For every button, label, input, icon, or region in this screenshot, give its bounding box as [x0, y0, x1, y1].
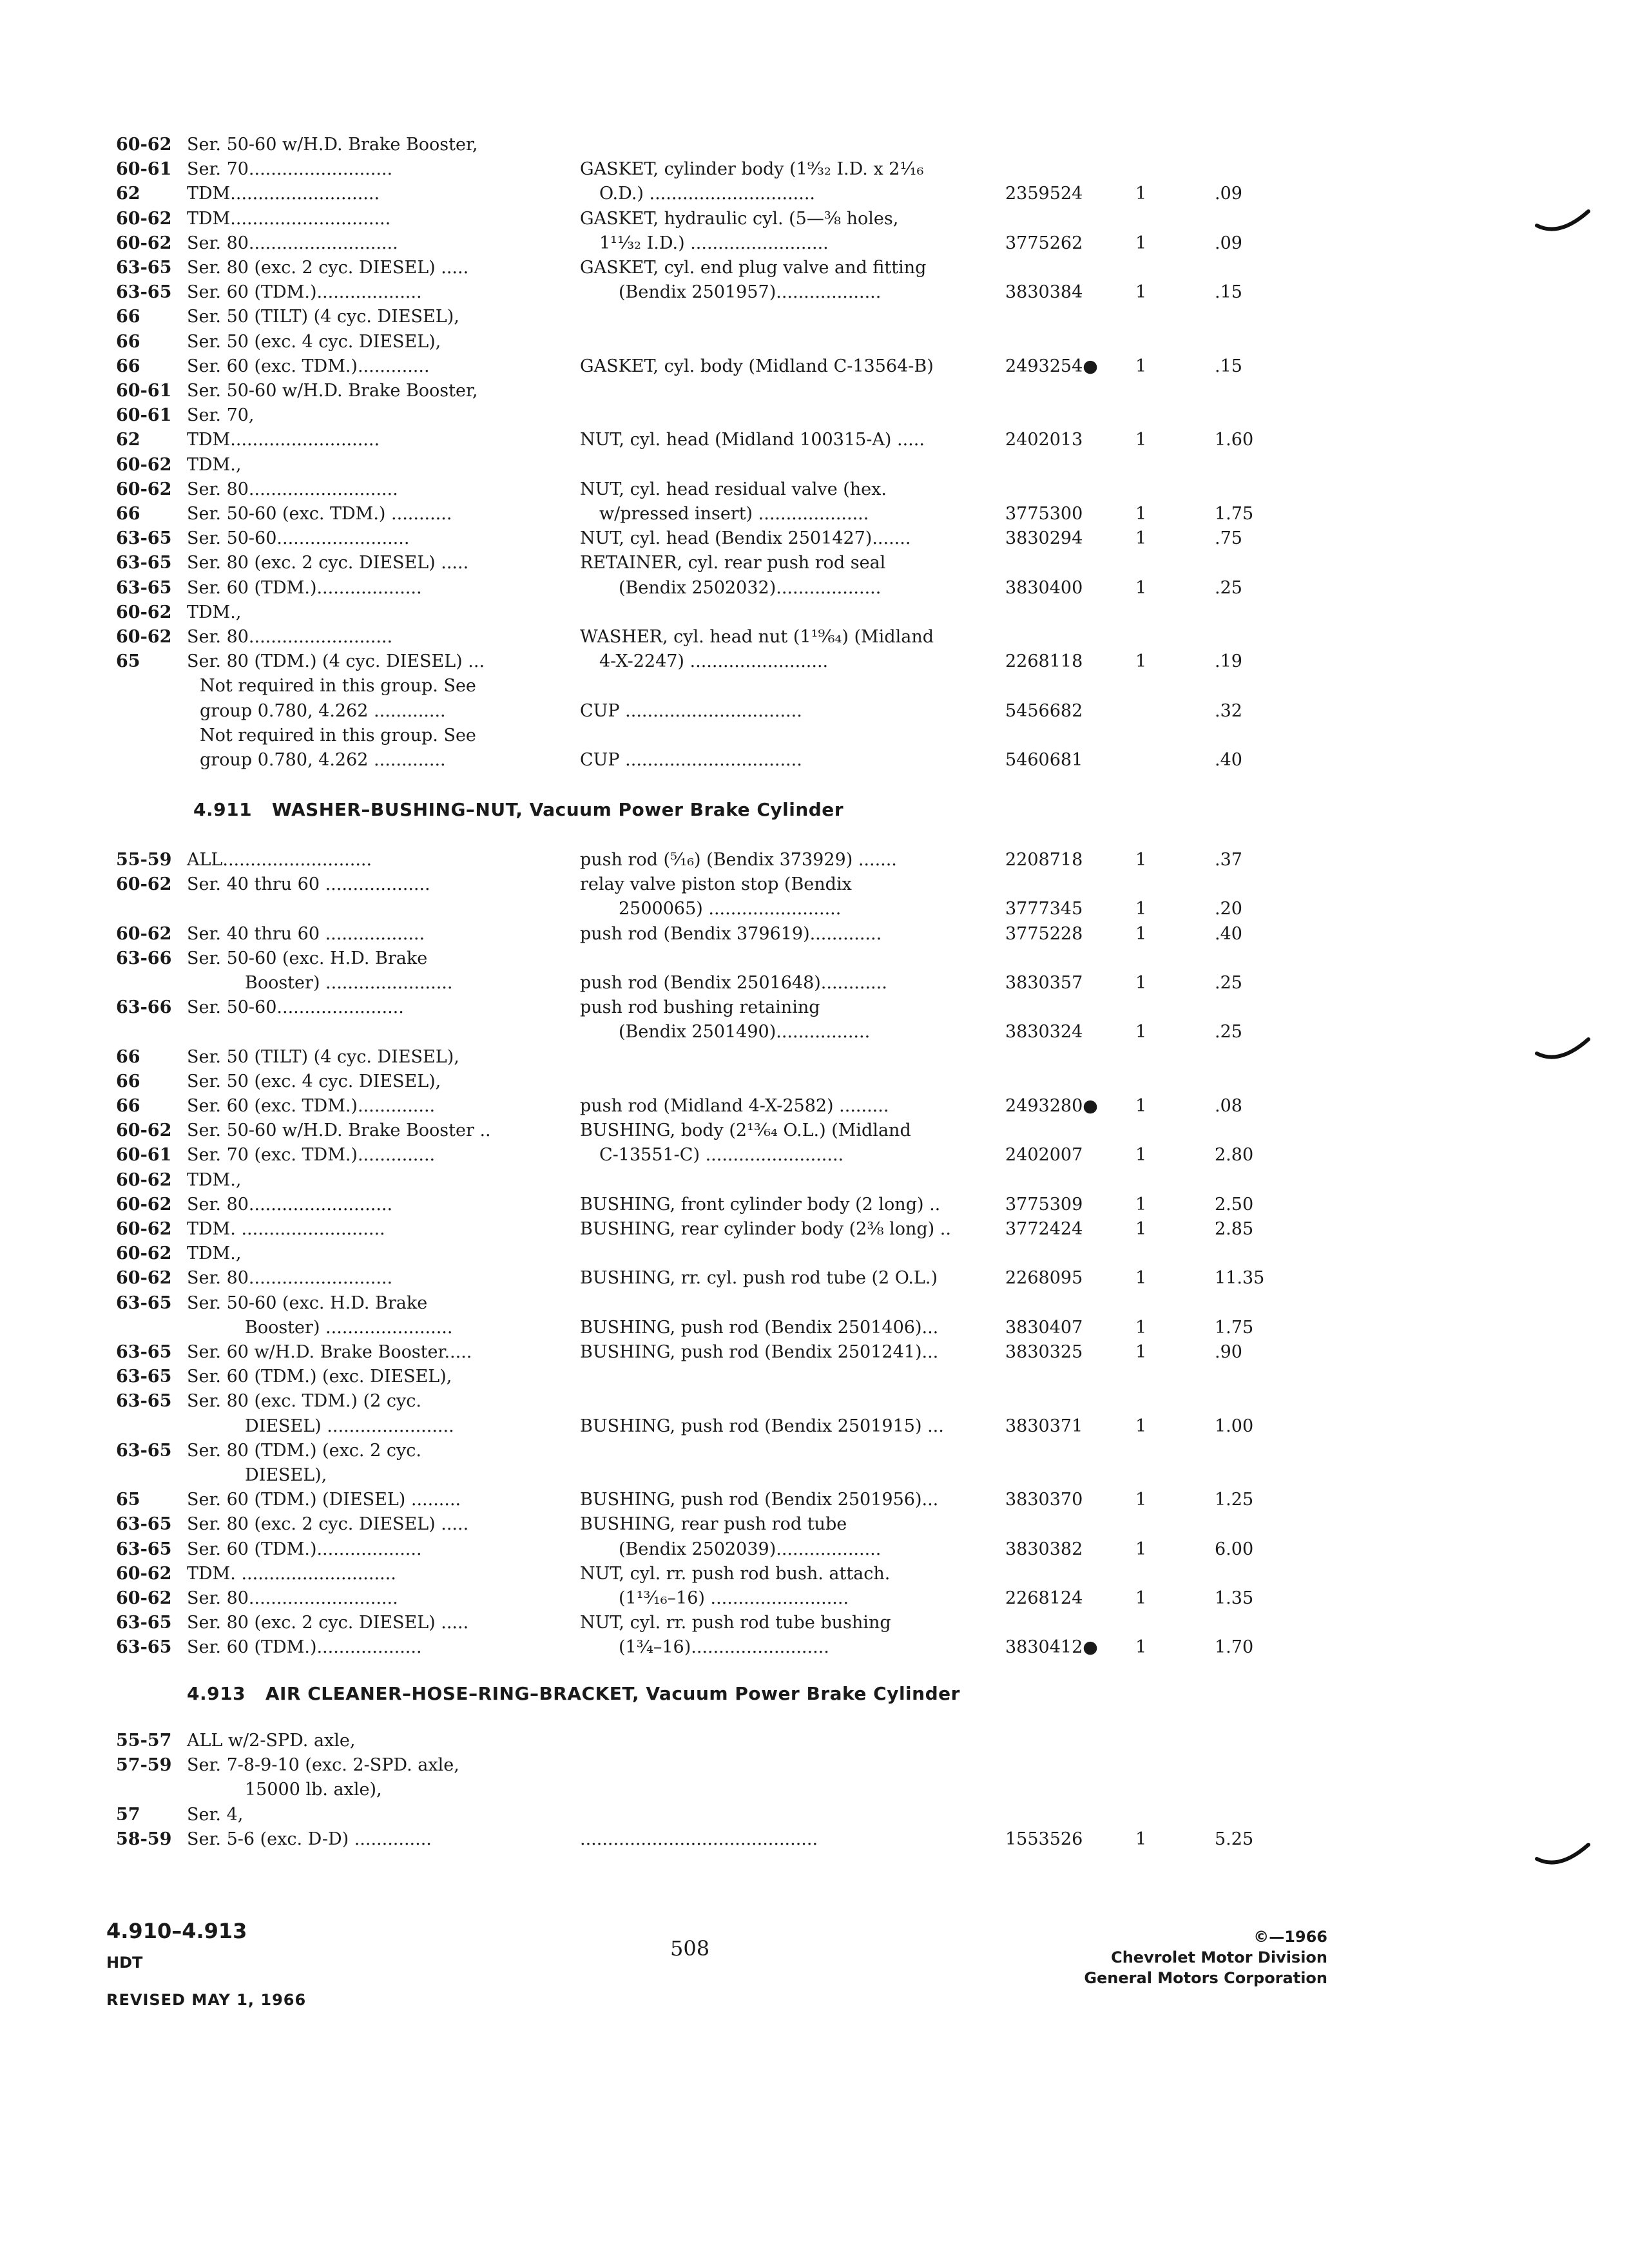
description-cell: 1¹¹⁄₃₂ I.D.) .........................: [599, 233, 829, 253]
series-cell: Not required in this group. See: [200, 725, 476, 745]
series-cell: Ser. 50-60 (exc. TDM.) ...........: [187, 504, 452, 524]
description-cell: NUT, cyl. head (Bendix 2501427).......: [580, 528, 911, 549]
part-number-cell: 2268118: [1005, 651, 1083, 672]
part-number-cell: 2268124: [1005, 1588, 1083, 1608]
series-cell: Ser. 80 (exc. 2 cyc. DIESEL) .....: [187, 258, 469, 278]
quantity-cell: 1: [1135, 1022, 1147, 1043]
binder-mark-icon: [1534, 1840, 1592, 1872]
series-cell: Ser. 70 (exc. TDM.)..............: [187, 1145, 436, 1166]
series-cell: Ser. 80..........................: [187, 1194, 393, 1215]
description-cell: NUT, cyl. rr. push rod tube bushing: [580, 1613, 891, 1633]
series-cell: Ser. 80..........................: [187, 1268, 393, 1289]
description-cell: ...........................................: [580, 1829, 818, 1849]
part-number-cell: 2493254●: [1005, 356, 1098, 376]
table-row: [0, 1827, 1629, 1855]
price-cell: .15: [1215, 282, 1242, 303]
series-cell: Booster) .......................: [245, 973, 453, 993]
part-number-cell: 3775309: [1005, 1194, 1083, 1215]
section-heading-4911: [193, 799, 843, 820]
binder-mark-icon: [1534, 206, 1592, 238]
series-cell: Ser. 50-60 w/H.D. Brake Booster ..: [187, 1120, 491, 1141]
series-cell: Ser. 50-60.......................: [187, 997, 404, 1018]
description-cell: BUSHING, push rod (Bendix 2501915) ...: [580, 1416, 944, 1436]
quantity-cell: 1: [1135, 1145, 1147, 1166]
series-cell: Ser. 60 (exc. TDM.)..............: [187, 1096, 436, 1116]
description-cell: (1¹³⁄₁₆–16) .........................: [619, 1588, 849, 1608]
price-cell: 1.70: [1215, 1637, 1254, 1658]
series-cell: Not required in this group. See: [200, 676, 476, 697]
part-number-cell: 3830294: [1005, 528, 1083, 549]
part-number-cell: 3775300: [1005, 504, 1083, 524]
series-cell: Ser. 80...........................: [187, 233, 398, 253]
quantity-cell: 1: [1135, 1317, 1147, 1338]
price-cell: 5.25: [1215, 1829, 1254, 1849]
series-cell: Ser. 60 (TDM.)...................: [187, 282, 422, 303]
section-title: AIR CLEANER–HOSE–RING–BRACKET, Vacuum Power Brake Cylinder: [265, 1683, 960, 1704]
series-cell: Ser. 80 (TDM.) (exc. 2 cyc.: [187, 1440, 421, 1461]
description-cell: GASKET, cylinder body (1⁹⁄₃₂ I.D. x 2¹⁄₁₆: [580, 159, 924, 180]
copyright: ©—1966: [1253, 1928, 1327, 1946]
description-cell: 2500065) ........................: [619, 899, 842, 919]
price-cell: 1.00: [1215, 1416, 1254, 1436]
series-cell: Ser. 60 (TDM.) (exc. DIESEL),: [187, 1367, 452, 1387]
years-cell: 60-62: [116, 602, 172, 622]
years-cell: 60-62: [116, 627, 172, 647]
part-number-cell: 5460681: [1005, 750, 1083, 770]
series-cell: TDM. ..........................: [187, 1219, 385, 1239]
part-number-cell: 3772424: [1005, 1219, 1083, 1239]
price-cell: 2.50: [1215, 1194, 1254, 1215]
years-cell: 63-65: [116, 1293, 172, 1313]
part-number-cell: 2402007: [1005, 1145, 1083, 1166]
series-cell: Ser. 70,: [187, 405, 255, 426]
description-cell: push rod (⁵⁄₁₆) (Bendix 373929) .......: [580, 850, 897, 870]
price-cell: 6.00: [1215, 1539, 1254, 1559]
years-cell: 63-65: [116, 1440, 172, 1461]
series-cell: Ser. 50-60 (exc. H.D. Brake: [187, 1293, 428, 1313]
description-cell: NUT, cyl. head residual valve (hex.: [580, 479, 887, 499]
years-cell: 63-65: [116, 577, 172, 598]
quantity-cell: 1: [1135, 1416, 1147, 1436]
description-cell: GASKET, cyl. end plug valve and fitting: [580, 258, 927, 278]
price-cell: 1.75: [1215, 504, 1254, 524]
description-cell: BUSHING, push rod (Bendix 2501241)...: [580, 1342, 939, 1362]
part-number-cell: 1553526: [1005, 1829, 1083, 1849]
description-cell: GASKET, hydraulic cyl. (5—⅜ holes,: [580, 208, 899, 229]
years-cell: 63-66: [116, 948, 172, 968]
series-cell: DIESEL) .......................: [245, 1416, 454, 1436]
section-number: 4.911: [193, 799, 253, 820]
years-cell: 60-62: [116, 923, 172, 944]
series-cell: TDM. ............................: [187, 1563, 396, 1584]
years-cell: 60-62: [116, 1169, 172, 1190]
price-cell: .40: [1215, 923, 1242, 944]
quantity-cell: 1: [1135, 1829, 1147, 1849]
division: Chevrolet Motor Division: [1111, 1948, 1327, 1966]
description-cell: C-13551-C) .........................: [599, 1145, 844, 1166]
part-number-cell: 3830325: [1005, 1342, 1083, 1362]
years-cell: 63-65: [116, 553, 172, 573]
description-cell: WASHER, cyl. head nut (1¹⁹⁄₆₄) (Midland: [580, 627, 934, 647]
years-cell: 63-66: [116, 997, 172, 1018]
model-code: HDT: [106, 1954, 143, 1972]
price-cell: 1.60: [1215, 430, 1254, 450]
price-cell: .20: [1215, 899, 1242, 919]
years-cell: 62: [116, 430, 140, 450]
description-cell: BUSHING, front cylinder body (2 long) ..: [580, 1194, 941, 1215]
price-cell: .15: [1215, 356, 1242, 376]
series-cell: group 0.780, 4.262 .............: [200, 700, 446, 721]
quantity-cell: 1: [1135, 504, 1147, 524]
years-cell: 63-65: [116, 1613, 172, 1633]
description-cell: NUT, cyl. head (Midland 100315-A) .....: [580, 430, 925, 450]
description-cell: BUSHING, rr. cyl. push rod tube (2 O.L.): [580, 1268, 938, 1289]
section-title: WASHER–BUSHING–NUT, Vacuum Power Brake Cylinder: [271, 799, 844, 820]
years-cell: 60-62: [116, 135, 172, 155]
quantity-cell: 1: [1135, 899, 1147, 919]
years-cell: 66: [116, 356, 140, 376]
years-cell: 60-62: [116, 1120, 172, 1141]
years-cell: 63-65: [116, 528, 172, 549]
description-cell: push rod bushing retaining: [580, 997, 820, 1018]
quantity-cell: 1: [1135, 233, 1147, 253]
years-cell: 63-65: [116, 1637, 172, 1658]
quantity-cell: 1: [1135, 850, 1147, 870]
years-cell: 66: [116, 1096, 140, 1116]
years-cell: 62: [116, 184, 140, 204]
part-number-cell: 3830407: [1005, 1317, 1083, 1338]
series-cell: TDM...........................: [187, 430, 380, 450]
part-number-cell: 3830400: [1005, 577, 1083, 598]
years-cell: 60-62: [116, 1219, 172, 1239]
years-cell: 63-65: [116, 1391, 172, 1412]
price-cell: .90: [1215, 1342, 1242, 1362]
years-cell: 60-62: [116, 1588, 172, 1608]
series-cell: Ser. 80...........................: [187, 479, 398, 499]
price-cell: 2.85: [1215, 1219, 1254, 1239]
part-number-cell: 3830412●: [1005, 1637, 1098, 1658]
part-number-cell: 3830371: [1005, 1416, 1083, 1436]
description-cell: BUSHING, body (2¹³⁄₆₄ O.L.) (Midland: [580, 1120, 911, 1141]
series-cell: ALL...........................: [187, 850, 372, 870]
series-cell: TDM.,: [187, 602, 242, 622]
price-cell: .40: [1215, 750, 1242, 770]
description-cell: NUT, cyl. rr. push rod bush. attach.: [580, 1563, 891, 1584]
description-cell: push rod (Midland 4-X-2582) .........: [580, 1096, 889, 1116]
quantity-cell: 1: [1135, 1588, 1147, 1608]
description-cell: RETAINER, cyl. rear push rod seal: [580, 553, 886, 573]
series-cell: Ser. 80..........................: [187, 627, 393, 647]
quantity-cell: 1: [1135, 356, 1147, 376]
part-number-cell: 2402013: [1005, 430, 1083, 450]
series-cell: Ser. 7-8-9-10 (exc. 2-SPD. axle,: [187, 1755, 459, 1776]
series-cell: Ser. 50-60 w/H.D. Brake Booster,: [187, 135, 478, 155]
quantity-cell: 1: [1135, 1096, 1147, 1116]
quantity-cell: 1: [1135, 1268, 1147, 1289]
series-cell: Ser. 80 (exc. TDM.) (2 cyc.: [187, 1391, 421, 1412]
part-number-cell: 3830382: [1005, 1539, 1083, 1559]
series-cell: Ser. 60 w/H.D. Brake Booster.....: [187, 1342, 472, 1362]
part-number-cell: 3830384: [1005, 282, 1083, 303]
series-cell: DIESEL),: [245, 1465, 327, 1485]
series-cell: Ser. 4,: [187, 1804, 244, 1825]
years-cell: 65: [116, 651, 140, 672]
years-cell: 60-61: [116, 159, 172, 180]
years-cell: 57: [116, 1804, 140, 1825]
series-cell: Ser. 80 (exc. 2 cyc. DIESEL) .....: [187, 553, 469, 573]
series-cell: Ser. 50 (exc. 4 cyc. DIESEL),: [187, 1071, 441, 1091]
price-cell: .75: [1215, 528, 1242, 549]
years-cell: 65: [116, 1490, 140, 1510]
years-cell: 60-61: [116, 381, 172, 401]
price-cell: .09: [1215, 184, 1242, 204]
quantity-cell: 1: [1135, 1194, 1147, 1215]
years-cell: 60-62: [116, 1563, 172, 1584]
years-cell: 60-62: [116, 1244, 172, 1264]
series-cell: Ser. 40 thru 60 ...................: [187, 874, 430, 895]
description-cell: (Bendix 2501957)...................: [619, 282, 882, 303]
series-cell: Ser. 70..........................: [187, 159, 393, 180]
series-cell: Ser. 60 (exc. TDM.).............: [187, 356, 430, 376]
part-number-cell: 3830357: [1005, 973, 1083, 993]
price-cell: .32: [1215, 700, 1242, 721]
years-cell: 63-65: [116, 258, 172, 278]
description-cell: CUP ................................: [580, 750, 802, 770]
description-cell: CUP ................................: [580, 700, 802, 721]
part-number-cell: 5456682: [1005, 700, 1083, 721]
price-cell: .09: [1215, 233, 1242, 253]
description-cell: O.D.) ..............................: [599, 184, 815, 204]
quantity-cell: 1: [1135, 1342, 1147, 1362]
years-cell: 63-65: [116, 282, 172, 303]
description-cell: BUSHING, push rod (Bendix 2501956)...: [580, 1490, 939, 1510]
years-cell: 63-65: [116, 1539, 172, 1559]
price-cell: .25: [1215, 1022, 1242, 1043]
part-number-cell: 3830324: [1005, 1022, 1083, 1043]
series-cell: TDM.............................: [187, 208, 391, 229]
table-row: [0, 1635, 1629, 1663]
series-cell: Ser. 50 (TILT) (4 cyc. DIESEL),: [187, 307, 459, 327]
price-cell: .19: [1215, 651, 1242, 672]
quantity-cell: 1: [1135, 1637, 1147, 1658]
series-cell: Ser. 60 (TDM.)...................: [187, 1637, 422, 1658]
series-cell: Ser. 80...........................: [187, 1588, 398, 1608]
quantity-cell: 1: [1135, 282, 1147, 303]
quantity-cell: 1: [1135, 651, 1147, 672]
quantity-cell: 1: [1135, 973, 1147, 993]
years-cell: 66: [116, 307, 140, 327]
part-number-cell: 3775228: [1005, 923, 1083, 944]
years-cell: 55-57: [116, 1731, 172, 1751]
years-cell: 60-62: [116, 208, 172, 229]
years-cell: 63-65: [116, 1342, 172, 1362]
years-cell: 60-62: [116, 1268, 172, 1289]
part-number-cell: 2268095: [1005, 1268, 1083, 1289]
series-cell: Ser. 5-6 (exc. D-D) ..............: [187, 1829, 432, 1849]
group-range: 4.910–4.913: [106, 1919, 247, 1943]
series-cell: Ser. 80 (exc. 2 cyc. DIESEL) .....: [187, 1613, 469, 1633]
years-cell: 66: [116, 331, 140, 352]
series-cell: 15000 lb. axle),: [245, 1780, 382, 1800]
description-cell: GASKET, cyl. body (Midland C-13564-B): [580, 356, 934, 376]
price-cell: 2.80: [1215, 1145, 1254, 1166]
section-number: 4.913: [187, 1683, 246, 1704]
corporation: General Motors Corporation: [1084, 1969, 1327, 1987]
quantity-cell: 1: [1135, 1219, 1147, 1239]
description-cell: push rod (Bendix 379619).............: [580, 923, 882, 944]
part-number-cell: 2359524: [1005, 184, 1083, 204]
description-cell: w/pressed insert) ....................: [599, 504, 869, 524]
series-cell: Ser. 50 (exc. 4 cyc. DIESEL),: [187, 331, 441, 352]
price-cell: 1.25: [1215, 1490, 1254, 1510]
description-cell: (1¾–16).........................: [619, 1637, 829, 1658]
years-cell: 57-59: [116, 1755, 172, 1776]
description-cell: relay valve piston stop (Bendix: [580, 874, 852, 895]
description-cell: 4-X-2247) .........................: [599, 651, 829, 672]
description-cell: (Bendix 2501490).................: [619, 1022, 871, 1043]
years-cell: 60-61: [116, 1145, 172, 1166]
series-cell: Ser. 80 (TDM.) (4 cyc. DIESEL) ...: [187, 651, 485, 672]
series-cell: group 0.780, 4.262 .............: [200, 750, 446, 770]
revised-date: REVISED MAY 1, 1966: [106, 1991, 307, 2009]
quantity-cell: 1: [1135, 528, 1147, 549]
price-cell: .37: [1215, 850, 1242, 870]
series-cell: Ser. 40 thru 60 ..................: [187, 923, 425, 944]
series-cell: Ser. 50-60........................: [187, 528, 410, 549]
description-cell: BUSHING, rear push rod tube: [580, 1514, 847, 1535]
part-number-cell: 3775262: [1005, 233, 1083, 253]
years-cell: 66: [116, 1046, 140, 1067]
years-cell: 60-62: [116, 233, 172, 253]
price-cell: 1.35: [1215, 1588, 1254, 1608]
copyright-block: [1005, 1927, 1327, 1988]
description-cell: (Bendix 2502039)...................: [619, 1539, 882, 1559]
series-cell: Booster) .......................: [245, 1317, 453, 1338]
description-cell: (Bendix 2502032)...................: [619, 577, 882, 598]
years-cell: 66: [116, 504, 140, 524]
years-cell: 60-62: [116, 454, 172, 475]
series-cell: Ser. 60 (TDM.) (DIESEL) .........: [187, 1490, 461, 1510]
table-row: [0, 747, 1629, 776]
quantity-cell: 1: [1135, 577, 1147, 598]
series-cell: TDM...........................: [187, 184, 380, 204]
quantity-cell: 1: [1135, 1490, 1147, 1510]
price-cell: 11.35: [1215, 1268, 1265, 1289]
series-cell: Ser. 60 (TDM.)...................: [187, 577, 422, 598]
part-number-cell: 3830370: [1005, 1490, 1083, 1510]
years-cell: 58-59: [116, 1829, 172, 1849]
price-cell: 1.75: [1215, 1317, 1254, 1338]
quantity-cell: 1: [1135, 1539, 1147, 1559]
part-number-cell: 3777345: [1005, 899, 1083, 919]
description-cell: BUSHING, rear cylinder body (2⅜ long) ..: [580, 1219, 951, 1239]
price-cell: .08: [1215, 1096, 1242, 1116]
series-cell: Ser. 50-60 w/H.D. Brake Booster,: [187, 381, 478, 401]
description-cell: push rod (Bendix 2501648)............: [580, 973, 887, 993]
series-cell: ALL w/2-SPD. axle,: [187, 1731, 356, 1751]
series-cell: Ser. 50 (TILT) (4 cyc. DIESEL),: [187, 1046, 459, 1067]
binder-mark-icon: [1534, 1034, 1592, 1066]
description-cell: BUSHING, push rod (Bendix 2501406)...: [580, 1317, 939, 1338]
series-cell: Ser. 60 (TDM.)...................: [187, 1539, 422, 1559]
years-cell: 66: [116, 1071, 140, 1091]
price-cell: .25: [1215, 973, 1242, 993]
series-cell: TDM.,: [187, 454, 242, 475]
page-number: 508: [670, 1936, 710, 1961]
section-heading-4913: [187, 1683, 960, 1704]
years-cell: 63-65: [116, 1514, 172, 1535]
series-cell: Ser. 80 (exc. 2 cyc. DIESEL) .....: [187, 1514, 469, 1535]
years-cell: 60-62: [116, 479, 172, 499]
years-cell: 63-65: [116, 1367, 172, 1387]
years-cell: 60-62: [116, 1194, 172, 1215]
part-number-cell: 2208718: [1005, 850, 1083, 870]
quantity-cell: 1: [1135, 184, 1147, 204]
quantity-cell: 1: [1135, 923, 1147, 944]
quantity-cell: 1: [1135, 430, 1147, 450]
series-cell: TDM.,: [187, 1169, 242, 1190]
part-number-cell: 2493280●: [1005, 1096, 1098, 1116]
years-cell: 55-59: [116, 850, 172, 870]
years-cell: 60-62: [116, 874, 172, 895]
years-cell: 60-61: [116, 405, 172, 426]
price-cell: .25: [1215, 577, 1242, 598]
series-cell: Ser. 50-60 (exc. H.D. Brake: [187, 948, 428, 968]
series-cell: TDM.,: [187, 1244, 242, 1264]
